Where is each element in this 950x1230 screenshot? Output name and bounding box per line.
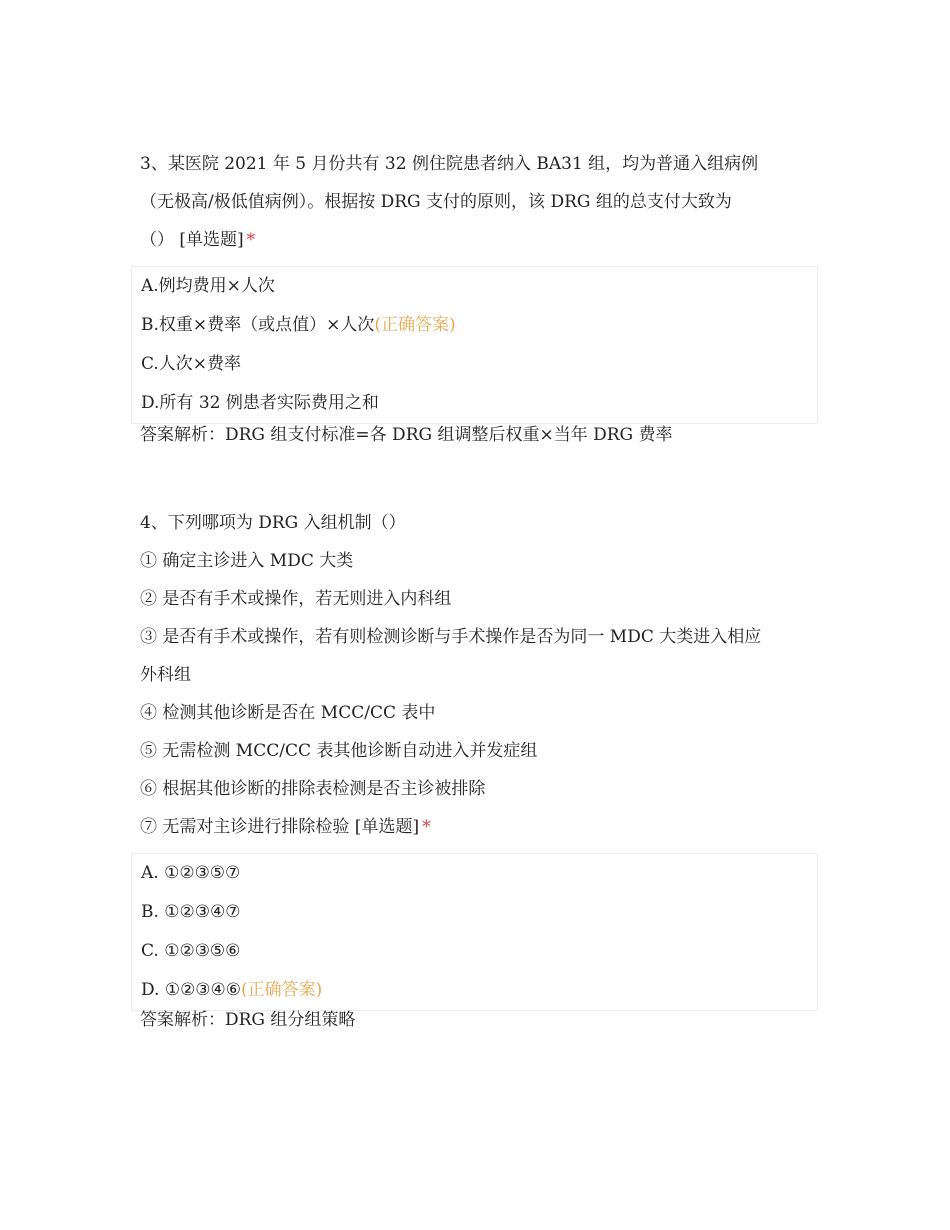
question-stem-line: （） [单选题] * [140, 230, 256, 250]
option-d[interactable]: D. ①②③④⑥(正确答案) [141, 980, 323, 1000]
answer-analysis: 答案解析：DRG 组支付标准=各 DRG 组调整后权重×当年 DRG 费率 [140, 425, 673, 445]
option-a[interactable]: A.例均费用×人次 [141, 276, 275, 296]
correct-answer-tag: (正确答案) [241, 980, 323, 1000]
required-mark: * [246, 230, 256, 250]
option-c[interactable]: C.人次×费率 [141, 354, 242, 374]
correct-answer-tag: (正确答案) [374, 315, 456, 335]
option-a[interactable]: A. ①②③⑤⑦ [141, 863, 241, 883]
required-mark: * [422, 817, 431, 837]
question-4-stem [140, 504, 820, 846]
option-d[interactable]: D.所有 32 例患者实际费用之和 [141, 393, 379, 413]
question-stem-line: ④ 检测其他诊断是否在 MCC/CC 表中 [140, 703, 436, 723]
question-stem-line: （无极高/极低值病例）。根据按 DRG 支付的原则，该 DRG 组的总支付大致为 [140, 192, 732, 212]
question-stem-line: ② 是否有手术或操作，若无则进入内科组 [140, 589, 452, 609]
option-b[interactable]: B. ①②③④⑦ [141, 902, 241, 922]
question-3-options [131, 266, 818, 424]
question-stem-line: ⑥ 根据其他诊断的排除表检测是否主诊被排除 [140, 779, 486, 799]
question-stem-line: ⑦ 无需对主诊进行排除检验 [单选题] * [140, 817, 431, 837]
question-stem-line: 4、下列哪项为 DRG 入组机制（） [140, 513, 406, 533]
question-stem-line: 外科组 [140, 665, 191, 685]
question-stem-line: 3、某医院 2021 年 5 月份共有 32 例住院患者纳入 BA31 组，均为普通入组病例 [140, 154, 759, 174]
option-b[interactable]: B.权重×费率（或点值）×人次(正确答案) [141, 315, 456, 335]
question-stem-line: ③ 是否有手术或操作，若有则检测诊断与手术操作是否为同一 MDC 大类进入相应 [140, 627, 762, 647]
question-stem-line: ⑤ 无需检测 MCC/CC 表其他诊断自动进入并发症组 [140, 741, 538, 761]
question-4-options [131, 853, 818, 1011]
answer-analysis: 答案解析：DRG 组分组策略 [140, 1010, 356, 1030]
question-stem-line: ① 确定主诊进入 MDC 大类 [140, 551, 354, 571]
question-3-stem [140, 145, 820, 259]
option-c[interactable]: C. ①②③⑤⑥ [141, 941, 241, 961]
